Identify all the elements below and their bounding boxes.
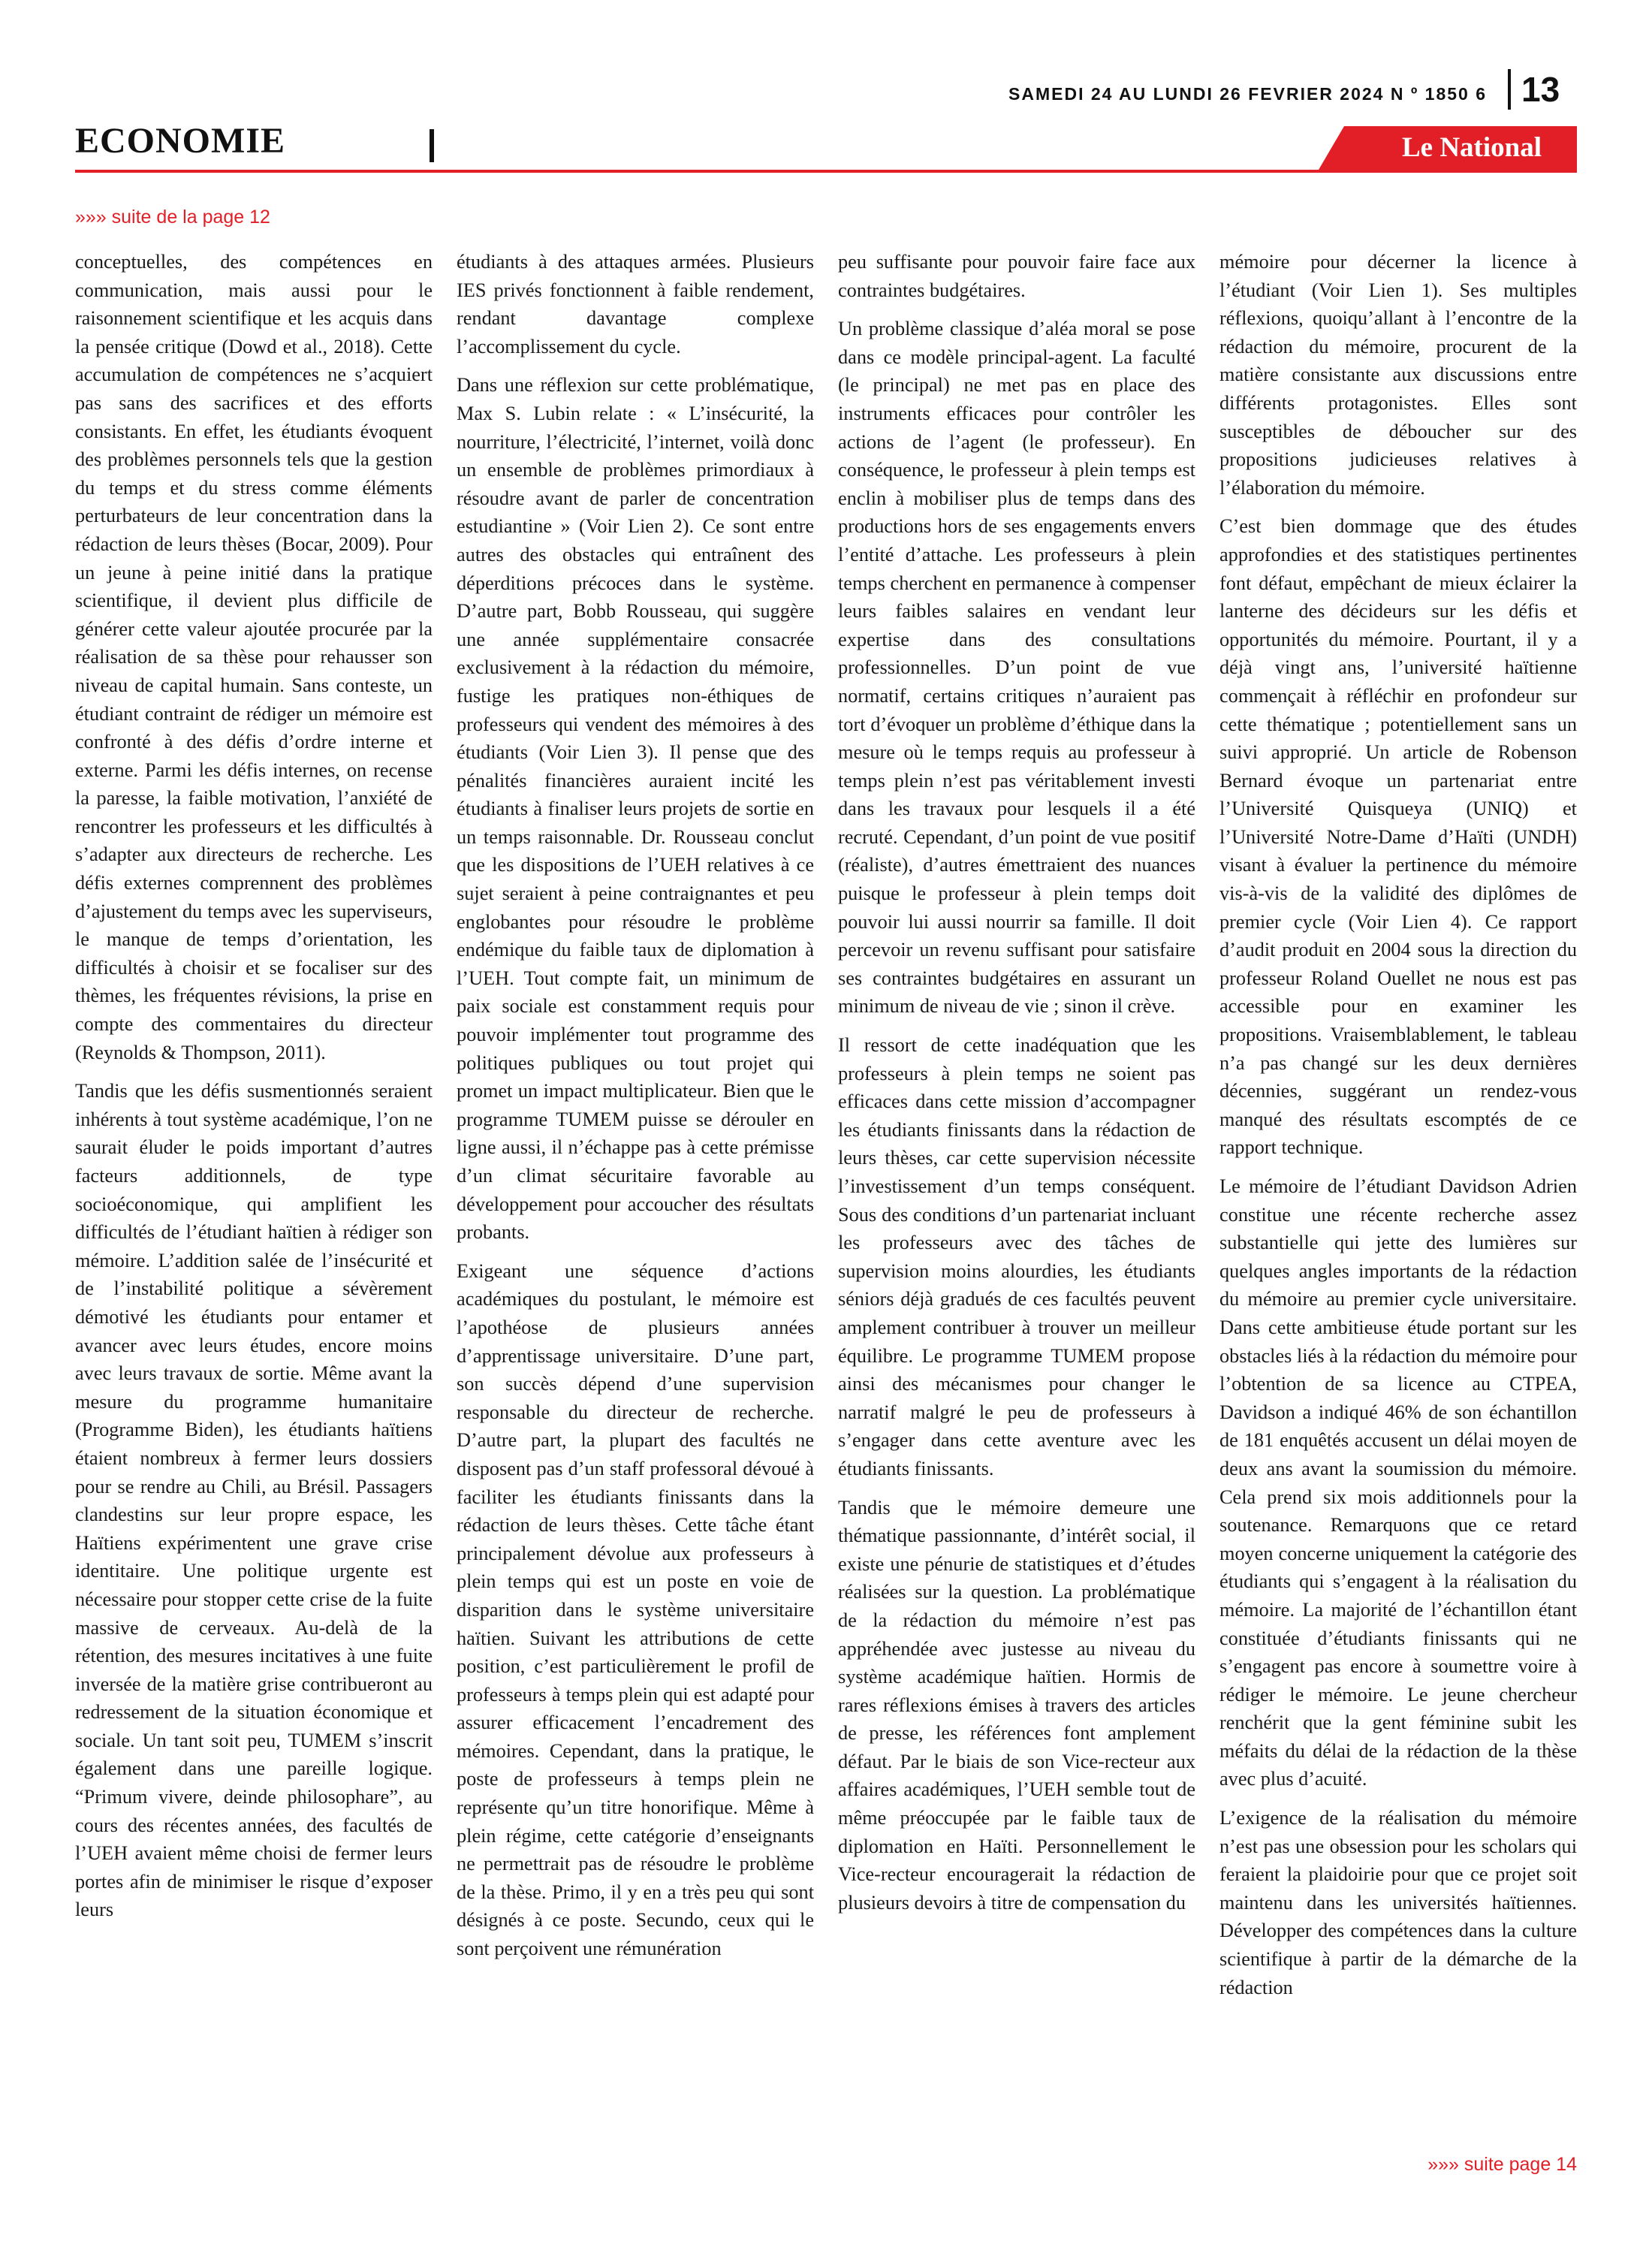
- paragraph: Exigeant une séquence d’actions académiques du postulant, le mémoire est l’apothéose de plusieurs années d’apprentissage universitaire. D’une part, son succès dépend d’une supervision responsable du directeur de recherche. D’autre part, la plupart des facultés ne disposent pas d’un staff professoral dévoué à faciliter les étudiants finissants dans la rédaction de leurs thèses. Cette tâche étant principalement dévolue aux professeurs à plein temps qui est un poste en voie de disparition dans le système universitaire haïtien. Suivant les attributions de cette position, c’est particulièrement le profil de professeurs à temps plein qui est adapté pour assurer efficacement l’encadrement des mémoires. Cependant, dans la pratique, le poste de professeurs à temps plein ne représente qu’un titre honorifique. Même à plein régime, cette catégorie d’enseignants ne permettrait pas de résoudre le problème de la thèse. Primo, il y en a très peu qui sont désignés à ce poste. Secundo, ceux qui le sont perçoivent une rémunération: [457, 1259, 814, 1960]
- page-number: 13: [1508, 69, 1560, 110]
- article-column-1: [75, 248, 433, 2148]
- header-rule: [75, 170, 1577, 173]
- paragraph: Il ressort de cette inadéquation que les professeurs à plein temps ne soient pas efficaces dans cette mission d’accompagner les étudiants finissants dans la rédaction de leurs thèses, car cette supervision nécessite l’investissement d’un temps conséquent. Sous des conditions d’un partenariat incluant les professeurs avec des tâches de supervision moins alourdies, les étudiants séniors déjà gradués de ces facultés peuvent amplement contribuer à trouver un meilleur équilibre. Le programme TUMEM propose ainsi des mécanismes pour changer le narratif malgré le peu de professeurs à s’engager dans cette aventure avec les étudiants finissants.: [838, 1034, 1195, 1479]
- article-column-3: [838, 248, 1195, 2148]
- article-column-2: [457, 248, 814, 2148]
- section-divider: [430, 129, 434, 162]
- paragraph: C’est bien dommage que des études approfondies et des statistiques pertinentes font défaut, empêchant de mieux éclairer la lanterne des décideurs sur les défis et opportunités du mémoire. Pourtant, il y a déjà vingt ans, l’université haïtienne commençait à réfléchir en profondeur sur cette thématique ; potentiellement sans un suivi approprié. Un article de Robenson Bernard évoque un partenariat entre l’Université Quisqueya (UNIQ) et l’Université Notre-Dame d’Haïti (UNDH) visant à évaluer la pertinence du mémoire vis-à-vis de la validité des diplômes de premier cycle (Voir Lien 4). Ce rapport d’audit produit en 2004 sous la direction du professeur Roland Ouellet ne nous est pas accessible pour en examiner les propositions. Vraisemblablement, le tableau n’a pas changé sur les deux dernières décennies, suggérant un rendez-vous manqué des résultats escomptés de ce rapport technique.: [1219, 515, 1577, 1159]
- paragraph: Tandis que les défis susmentionnés seraient inhérents à tout système académique, l’on ne saurait éluder le poids important d’autres facteurs additionnels, de type socioéconomique, qui amplifient les difficultés de l’étudiant haïtien à rédiger son mémoire. L’addition salée de l’insécurité et de l’instabilité politique a sévèrement démotivé les étudiants pour entamer et avancer avec leurs études, encore moins avec leurs travaux de sortie. Même avant la mesure du programme humanitaire (Programme Biden), les étudiants haïtiens étaient nombreux à fermer leurs dossiers pour se rendre au Chili, au Brésil. Passagers clandestins sur leur propre espace, les Haïtiens expérimentent une grave crise identitaire. Une politique urgente est nécessaire pour stopper cette crise de la fuite massive de cerveaux. Au-delà de la rétention, des mesures incitatives à une fuite inversée de la matière grise contribueront au redressement de la situation économique et sociale. Un tant soit peu, TUMEM s’inscrit également dans une pareille logique. “Primum vivere, deinde philosophare”, au cours des récentes années, des facultés de l’UEH avaient même choisi de fermer leurs portes afin de minimiser le risque d’exposer leurs: [75, 1080, 433, 1921]
- paragraph: étudiants à des attaques armées. Plusieurs IES privés fonctionnent à faible rendement, rendant davantage complexe l’accomplissement du cycle.: [457, 251, 814, 357]
- issue-date-line: SAMEDI 24 AU LUNDI 26 FEVRIER 2024 N º 1850 6: [1008, 84, 1487, 104]
- article-column-4: [1219, 248, 1577, 2148]
- paragraph: L’exigence de la réalisation du mémoire n’est pas une obsession pour les scholars qui feraient la plaidoirie pour que ce projet soit maintenu dans les universités haïtiennes. Développer des compétences dans la culture scientifique à partir de la démarche de la rédaction: [1219, 1807, 1577, 1998]
- paragraph: Tandis que le mémoire demeure une thématique passionnante, d’intérêt social, il existe une pénurie de statistiques et d’études réalisées sur la question. La problématique de la rédaction du mémoire n’est pas appréhendée avec justesse au niveau du système académique haïtien. Hormis de rares réflexions émises à travers des articles de presse, les références font amplement défaut. Par le biais de son Vice-recteur aux affaires académiques, l’UEH semble tout de même préoccupée par le faible taux de diplomation en Haïti. Personnellement le Vice-recteur encouragerait la rédaction de plusieurs devoirs à titre de compensation du: [838, 1496, 1195, 1914]
- newspaper-logo: Le National: [1401, 132, 1542, 163]
- continued-to-link: »»» suite page 14: [1427, 2154, 1577, 2175]
- paragraph: peu suffisante pour pouvoir faire face aux contraintes budgétaires.: [838, 251, 1195, 301]
- continued-from-link: »»» suite de la page 12: [75, 207, 270, 228]
- paragraph: conceptuelles, des compétences en communication, mais aussi pour le raisonnement scientifique et les acquis dans la pensée critique (Dowd et al., 2018). Cette accumulation de compétences ne s’acquiert pas sans des sacrifices et des efforts consistants. En effet, les étudiants évoquent des problèmes personnels tels que la gestion du temps et du stress comme éléments perturbateurs de leur concentration dans la rédaction de leurs thèses (Bocar, 2009). Pour un jeune à peine initié dans la pratique scientifique, il devient plus difficile de générer cette valeur ajoutée procurée par la réalisation de sa thèse pour rehausser son niveau de capital humain. Sans conteste, un étudiant contraint de rédiger un mémoire est confronté à des défis d’ordre interne et externe. Parmi les défis internes, on recense la paresse, la faible motivation, l’anxiété de rencontrer les professeurs et les difficultés à s’adapter aux directeurs de recherche. Les défis externes comprennent des problèmes d’ajustement du temps avec les superviseurs, le manque de temps d’orientation, les difficultés à choisir et se focaliser sur des thèmes, les fréquentes révisions, la prise en compte des commentaires du directeur (Reynolds & Thompson, 2011).: [75, 251, 433, 1063]
- paragraph: Un problème classique d’aléa moral se pose dans ce modèle principal-agent. La faculté (le principal) ne met pas en place des instruments efficaces pour contrôler les actions de l’agent (le professeur). En conséquence, le professeur à plein temps est enclin à mobiliser plus de temps dans des productions hors de ses engagements envers l’entité d’attache. Les professeurs à plein temps cherchent en permanence à compenser leurs faibles salaires en vendant leur expertise dans des consultations professionnelles. D’un point de vue normatif, certains critiques n’auraient pas tort d’évoquer un problème d’éthique dans la mesure où le temps requis au professeur à temps plein n’est pas véritablement investi dans les travaux pour lesquels il a été recruté. Cependant, d’un point de vue positif (réaliste), d’autres émettraient des nuances puisque le professeur à plein temps doit pouvoir lui aussi nourrir sa famille. Il doit percevoir un revenu suffisant pour satisfaire ses contraintes budgétaires en assurant un minimum de niveau de vie ; sinon il crève.: [838, 318, 1195, 1018]
- paragraph: Dans une réflexion sur cette problématique, Max S. Lubin relate : « L’insécurité, la nourriture, l’électricité, l’internet, voilà donc un ensemble de problèmes primordiaux à résoudre avant de parler de concentration estudiantine » (Voir Lien 2). Ce sont entre autres des obstacles qui entraînent des déperditions précoces dans le système. D’autre part, Bobb Rousseau, qui suggère une année supplémentaire consacrée exclusivement à la rédaction du mémoire, fustige les pratiques non-éthiques de professeurs qui vendent des mémoires à des étudiants (Voir Lien 3). Il pense que des pénalités financières auraient incité les étudiants à finaliser leurs projets de sortie en un temps raisonnable. Dr. Rousseau conclut que les dispositions de l’UEH relatives à ce sujet seraient à peine contraignantes et peu englobantes pour résoudre le problème endémique du faible taux de diplomation à l’UEH. Tout compte fait, un minimum de paix sociale est constamment requis pour pouvoir implémenter tout programme des politiques publiques ou tout projet qui promet un impact multiplicateur. Bien que le programme TUMEM puisse se dérouler en ligne aussi, il n’échappe pas à cette prémisse d’un climat sécuritaire favorable au développement pour accoucher des résultats probants.: [457, 374, 814, 1244]
- section-title: ECONOMIE: [75, 121, 286, 161]
- paragraph: Le mémoire de l’étudiant Davidson Adrien constitue une récente recherche assez substantielle qui jette des lumières sur quelques angles importants de la rédaction du mémoire au premier cycle universitaire. Dans cette ambitieuse étude portant sur les obstacles liés à la rédaction du mémoire pour l’obtention de sa licence au CTPEA, Davidson a indiqué 46% de son échantillon de 181 enquêtés accusent un délai moyen de deux ans avant la soumission du mémoire. Cela prend six mois additionnels pour la soutenance. Remarquons que ce retard moyen concerne uniquement la catégorie des étudiants qui s’engagent à la réalisation du mémoire. La majorité de l’échantillon étant constituée d’étudiants finissants qui ne s’engagent pas encore à soumettre voire à rédiger le mémoire. Le jeune chercheur renchérit que la gent féminine subit les méfaits du délai de la rédaction de la thèse avec plus d’acuité.: [1219, 1175, 1577, 1790]
- paragraph: mémoire pour décerner la licence à l’étudiant (Voir Lien 1). Ses multiples réflexions, quoiqu’allant à l’encontre de la rédaction du mémoire, procurent de la matière consistante aux discussions entre différents protagonistes. Elles sont susceptibles de déboucher sur des propositions judicieuses relatives à l’élaboration du mémoire.: [1219, 251, 1577, 499]
